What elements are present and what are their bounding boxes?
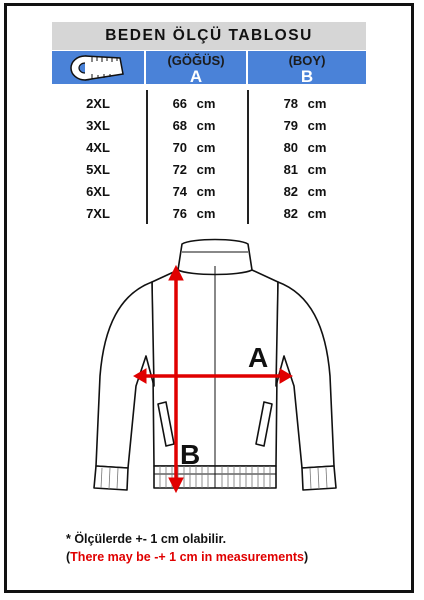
table-row bbox=[52, 202, 366, 224]
note-turkish: * Ölçülerde +- 1 cm olabilir. bbox=[66, 532, 227, 546]
length-cell: 82 cm bbox=[283, 205, 327, 221]
table-row bbox=[52, 114, 366, 136]
length-cell: 78 cm bbox=[283, 95, 327, 111]
header-chest-label: (GÖĞÜS) bbox=[167, 53, 225, 68]
tape-measure-icon bbox=[68, 54, 128, 82]
size-cell: 6XL bbox=[86, 183, 110, 199]
note-english-text: There may be -+ 1 cm in measurements bbox=[70, 550, 304, 564]
table-row bbox=[52, 136, 366, 158]
header-length-label: (BOY) bbox=[288, 53, 326, 68]
size-table bbox=[52, 92, 366, 224]
chest-cell: 70 cm bbox=[172, 139, 216, 155]
length-cell: 82 cm bbox=[283, 183, 327, 199]
chest-cell: 68 cm bbox=[172, 117, 216, 133]
chest-cell: 76 cm bbox=[172, 205, 216, 221]
label-a: A bbox=[248, 342, 269, 373]
size-cell: 4XL bbox=[86, 139, 110, 155]
table-row bbox=[52, 92, 366, 114]
chest-cell: 66 cm bbox=[172, 95, 216, 111]
page-title: BEDEN ÖLÇÜ TABLOSU bbox=[52, 22, 366, 50]
size-cell: 2XL bbox=[86, 95, 110, 111]
chest-cell: 74 cm bbox=[172, 183, 216, 199]
jacket-outline-icon bbox=[80, 236, 350, 498]
length-cell: 80 cm bbox=[283, 139, 327, 155]
note-paren-close: ) bbox=[303, 550, 309, 564]
header-length-letter: B bbox=[300, 67, 314, 86]
size-cell: 3XL bbox=[86, 117, 110, 133]
size-cell: 7XL bbox=[86, 205, 110, 221]
header-chest-letter: A bbox=[189, 67, 203, 86]
size-cell: 5XL bbox=[86, 161, 110, 177]
note-paren-open: ( bbox=[66, 550, 71, 564]
length-cell: 81 cm bbox=[283, 161, 327, 177]
chest-cell: 72 cm bbox=[172, 161, 216, 177]
note-english bbox=[66, 548, 308, 566]
header-chest bbox=[146, 51, 246, 84]
header-length bbox=[248, 51, 366, 84]
label-b: B bbox=[180, 439, 201, 470]
measurement-note bbox=[66, 530, 308, 566]
length-cell: 79 cm bbox=[283, 117, 327, 133]
table-row bbox=[52, 180, 366, 202]
table-row bbox=[52, 158, 366, 180]
header-icon-cell bbox=[52, 51, 144, 84]
